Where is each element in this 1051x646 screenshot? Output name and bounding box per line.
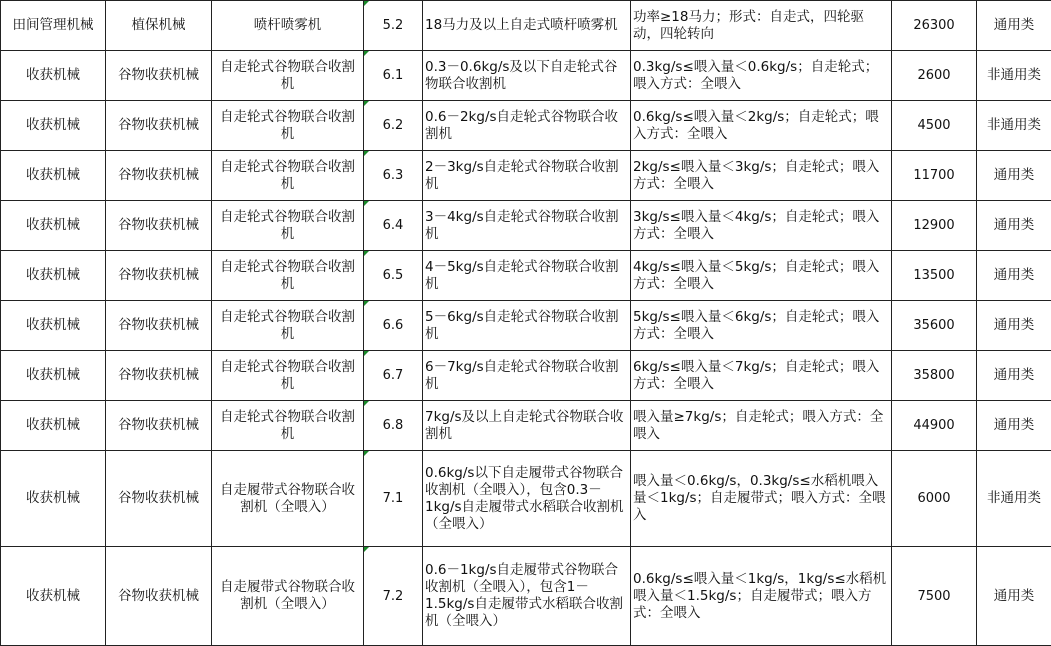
category-cell: 收获机械 <box>1 51 106 101</box>
subcategory-cell: 谷物收获机械 <box>106 151 212 201</box>
table-row <box>1 301 1051 351</box>
type-cell: 非通用类 <box>977 51 1051 101</box>
code-cell: 6.5 <box>364 251 423 301</box>
category-cell: 收获机械 <box>1 151 106 201</box>
subcategory-cell: 谷物收获机械 <box>106 547 212 646</box>
type-cell: 通用类 <box>977 301 1051 351</box>
grade-cell: 7kg/s及以上自走轮式谷物联合收割机 <box>423 401 631 451</box>
spec-cell: 0.3kg/s≤喂入量＜0.6kg/s；自走轮式；喂入方式：全喂入 <box>631 51 892 101</box>
item-cell: 自走轮式谷物联合收割机 <box>212 251 364 301</box>
type-cell: 通用类 <box>977 351 1051 401</box>
spec-cell: 喂入量＜0.6kg/s，0.3kg/s≤水稻机喂入量＜1kg/s；自走履带式；喂入方式：全喂入 <box>631 451 892 547</box>
item-cell: 自走轮式谷物联合收割机 <box>212 201 364 251</box>
item-cell: 自走履带式谷物联合收割机（全喂入） <box>212 547 364 646</box>
subsidy-cell: 7500 <box>892 547 977 646</box>
item-cell: 自走轮式谷物联合收割机 <box>212 101 364 151</box>
item-cell: 喷杆喷雾机 <box>212 1 364 51</box>
grade-cell: 6－7kg/s自走轮式谷物联合收割机 <box>423 351 631 401</box>
spec-cell: 2kg/s≤喂入量＜3kg/s；自走轮式；喂入方式：全喂入 <box>631 151 892 201</box>
subcategory-cell: 谷物收获机械 <box>106 451 212 547</box>
spec-cell: 0.6kg/s≤喂入量＜1kg/s，1kg/s≤水稻机喂入量＜1.5kg/s；自走履带式；喂入方式：全喂入 <box>631 547 892 646</box>
category-cell: 收获机械 <box>1 301 106 351</box>
item-cell: 自走轮式谷物联合收割机 <box>212 301 364 351</box>
subcategory-cell: 植保机械 <box>106 1 212 51</box>
category-cell: 收获机械 <box>1 251 106 301</box>
subcategory-cell: 谷物收获机械 <box>106 301 212 351</box>
subsidy-cell: 35600 <box>892 301 977 351</box>
table-row <box>1 451 1051 547</box>
type-cell: 通用类 <box>977 251 1051 301</box>
category-cell: 收获机械 <box>1 201 106 251</box>
category-cell: 收获机械 <box>1 401 106 451</box>
subsidy-cell: 2600 <box>892 51 977 101</box>
type-cell: 通用类 <box>977 401 1051 451</box>
category-cell: 收获机械 <box>1 351 106 401</box>
type-cell: 非通用类 <box>977 451 1051 547</box>
subsidy-cell: 6000 <box>892 451 977 547</box>
item-cell: 自走轮式谷物联合收割机 <box>212 401 364 451</box>
subcategory-cell: 谷物收获机械 <box>106 401 212 451</box>
subcategory-cell: 谷物收获机械 <box>106 251 212 301</box>
code-cell: 6.4 <box>364 201 423 251</box>
code-cell: 6.2 <box>364 101 423 151</box>
type-cell: 非通用类 <box>977 101 1051 151</box>
spec-cell: 5kg/s≤喂入量＜6kg/s；自走轮式；喂入方式：全喂入 <box>631 301 892 351</box>
subsidy-cell: 35800 <box>892 351 977 401</box>
grade-cell: 0.3－0.6kg/s及以下自走轮式谷物联合收割机 <box>423 51 631 101</box>
subcategory-cell: 谷物收获机械 <box>106 101 212 151</box>
spec-cell: 6kg/s≤喂入量＜7kg/s；自走轮式；喂入方式：全喂入 <box>631 351 892 401</box>
subcategory-cell: 谷物收获机械 <box>106 201 212 251</box>
item-cell: 自走轮式谷物联合收割机 <box>212 151 364 201</box>
type-cell: 通用类 <box>977 1 1051 51</box>
grade-cell: 4－5kg/s自走轮式谷物联合收割机 <box>423 251 631 301</box>
spec-cell: 喂入量≥7kg/s；自走轮式；喂入方式：全喂入 <box>631 401 892 451</box>
item-cell: 自走履带式谷物联合收割机（全喂入） <box>212 451 364 547</box>
table-row <box>1 251 1051 301</box>
table-row <box>1 151 1051 201</box>
code-cell: 6.6 <box>364 301 423 351</box>
subcategory-cell: 谷物收获机械 <box>106 351 212 401</box>
subsidy-cell: 12900 <box>892 201 977 251</box>
table-row <box>1 51 1051 101</box>
grade-cell: 2－3kg/s自走轮式谷物联合收割机 <box>423 151 631 201</box>
code-cell: 7.2 <box>364 547 423 646</box>
table-row <box>1 101 1051 151</box>
spec-cell: 功率≥18马力；形式：自走式，四轮驱动，四轮转向 <box>631 1 892 51</box>
type-cell: 通用类 <box>977 547 1051 646</box>
subsidy-cell: 4500 <box>892 101 977 151</box>
code-cell: 5.2 <box>364 1 423 51</box>
code-cell: 6.3 <box>364 151 423 201</box>
subsidy-cell: 13500 <box>892 251 977 301</box>
table-row <box>1 547 1051 646</box>
grade-cell: 0.6－1kg/s自走履带式谷物联合收割机（全喂入），包含1－1.5kg/s自走履带式水稻联合收割机（全喂入） <box>423 547 631 646</box>
category-cell: 田间管理机械 <box>1 1 106 51</box>
table-row <box>1 401 1051 451</box>
grade-cell: 18马力及以上自走式喷杆喷雾机 <box>423 1 631 51</box>
item-cell: 自走轮式谷物联合收割机 <box>212 351 364 401</box>
subsidy-cell: 44900 <box>892 401 977 451</box>
code-cell: 6.8 <box>364 401 423 451</box>
item-cell: 自走轮式谷物联合收割机 <box>212 51 364 101</box>
category-cell: 收获机械 <box>1 451 106 547</box>
table-row <box>1 1 1051 51</box>
code-cell: 7.1 <box>364 451 423 547</box>
grade-cell: 5－6kg/s自走轮式谷物联合收割机 <box>423 301 631 351</box>
type-cell: 通用类 <box>977 151 1051 201</box>
grade-cell: 0.6－2kg/s自走轮式谷物联合收割机 <box>423 101 631 151</box>
spec-cell: 3kg/s≤喂入量＜4kg/s；自走轮式；喂入方式：全喂入 <box>631 201 892 251</box>
category-cell: 收获机械 <box>1 101 106 151</box>
subsidy-cell: 26300 <box>892 1 977 51</box>
grade-cell: 0.6kg/s以下自走履带式谷物联合收割机（全喂入），包含0.3－1kg/s自走履带式水稻联合收割机（全喂入） <box>423 451 631 547</box>
code-cell: 6.1 <box>364 51 423 101</box>
table-row <box>1 351 1051 401</box>
code-cell: 6.7 <box>364 351 423 401</box>
spec-cell: 0.6kg/s≤喂入量＜2kg/s；自走轮式；喂入方式：全喂入 <box>631 101 892 151</box>
spec-cell: 4kg/s≤喂入量＜5kg/s；自走轮式；喂入方式：全喂入 <box>631 251 892 301</box>
grade-cell: 3－4kg/s自走轮式谷物联合收割机 <box>423 201 631 251</box>
subsidy-cell: 11700 <box>892 151 977 201</box>
subcategory-cell: 谷物收获机械 <box>106 51 212 101</box>
table-row <box>1 201 1051 251</box>
category-cell: 收获机械 <box>1 547 106 646</box>
type-cell: 通用类 <box>977 201 1051 251</box>
